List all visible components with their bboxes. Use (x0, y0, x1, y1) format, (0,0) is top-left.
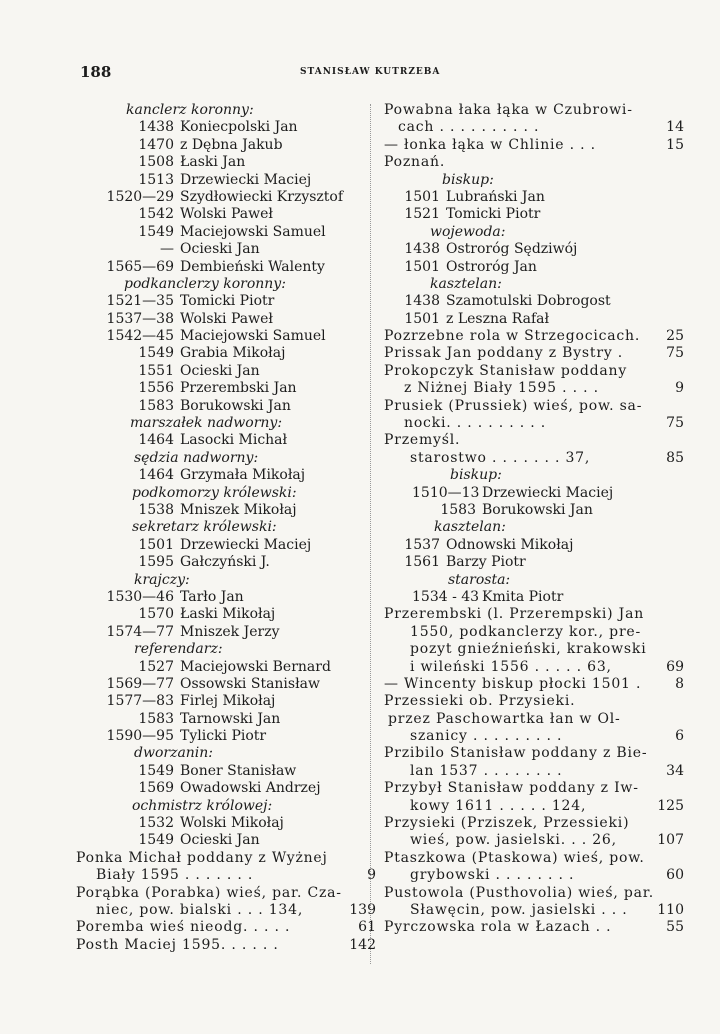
index-text: Pyrczowska rola w Łazach . . (384, 919, 612, 936)
entry-name: Ocieski Jan (180, 362, 260, 379)
index-line (384, 137, 684, 154)
entry-name: Firlej Mikołaj (180, 693, 276, 710)
office-entry (76, 311, 376, 328)
page-ref: 75 (666, 345, 684, 362)
index-text: cach . . . . . . . . . . (398, 119, 540, 136)
index-text: nocki. . . . . . . . . . (404, 415, 547, 432)
entry-year: 1501 (404, 310, 440, 327)
entry-name: Koniecpolski Jan (180, 119, 298, 136)
entry-year: 1464 (138, 432, 174, 449)
entry-year: 1513 (138, 171, 174, 188)
office-entry (76, 119, 376, 136)
office-entry (384, 189, 684, 206)
index-line (384, 798, 684, 815)
index-line (384, 728, 684, 745)
entry-year: 1464 (138, 467, 174, 484)
office-entry (76, 380, 376, 397)
office-heading: biskup: (450, 467, 502, 484)
office-heading: biskup: (442, 171, 494, 188)
entry-year: 1583 (440, 501, 476, 518)
index-line (384, 606, 684, 623)
office-entry (76, 728, 376, 745)
entry-name: Boner Stanisław (180, 762, 297, 779)
page-ref: 9 (675, 380, 684, 397)
index-line (384, 763, 684, 780)
page-ref: 9 (367, 867, 376, 884)
page-ref: 139 (349, 901, 376, 918)
entry-year: 1520—29 (106, 188, 174, 205)
entry-name: Lubrański Jan (446, 188, 545, 205)
index-line (384, 832, 684, 849)
page-ref: 107 (657, 832, 684, 849)
right-column (384, 102, 684, 937)
entry-year: 1532 (138, 815, 174, 832)
office-heading: podkanclerzy koronny: (124, 275, 286, 292)
index-text: pozyt gnieźnieński, krakowski (410, 641, 647, 658)
office-entry (384, 554, 684, 571)
index-line (384, 363, 684, 380)
entry-year: 1438 (404, 293, 440, 310)
entry-year: 1577—83 (106, 693, 174, 710)
index-text: grybowski . . . . . . . . (410, 867, 575, 884)
entry-name: Barzy Piotr (446, 554, 526, 571)
index-line (76, 885, 376, 902)
office-entry (384, 311, 684, 328)
index-line (384, 450, 684, 467)
entry-name: Maciejowski Samuel (180, 223, 326, 240)
entry-name: Owadowski Andrzej (180, 780, 321, 797)
entry-name: Drzewiecki Maciej (180, 171, 312, 188)
office-entry (76, 154, 376, 171)
left-column (76, 102, 376, 954)
index-text: Porąbka (Porabka) wieś, par. Cza- (76, 884, 342, 901)
entry-name: Łaski Mikołaj (180, 606, 276, 623)
entry-name: Wolski Mikołaj (180, 815, 284, 832)
office-entry (76, 363, 376, 380)
office-heading: sędzia nadworny: (134, 449, 259, 466)
entry-name: Tomicki Piotr (446, 206, 541, 223)
index-text: starostwo . . . . . . . 37, (410, 449, 591, 466)
entry-name: Maciejowski Samuel (180, 328, 326, 345)
office-heading: ochmistrz królowej: (132, 797, 273, 814)
office-entry (76, 537, 376, 554)
office-entry (384, 485, 684, 502)
page-ref: 34 (666, 762, 684, 779)
page-ref: 14 (666, 119, 684, 136)
index-text: Biały 1595 . . . . . . . (96, 867, 254, 884)
index-line (384, 415, 684, 432)
office-heading: kasztelan: (430, 275, 502, 292)
index-line (384, 745, 684, 762)
entry-year: 1537—38 (106, 310, 174, 327)
office-entry (76, 815, 376, 832)
entry-name: Przerembski Jan (180, 380, 297, 397)
entry-year: 1521—35 (106, 293, 174, 310)
index-line (76, 902, 376, 919)
office-entry (76, 172, 376, 189)
office-entry (384, 502, 684, 519)
index-line (384, 902, 684, 919)
index-line (384, 815, 684, 832)
office-entry (76, 137, 376, 154)
office-heading: kasztelan: (434, 519, 506, 536)
index-line (76, 850, 376, 867)
index-text: Poznań. (384, 154, 446, 171)
entry-name: Ossowski Stanisław (180, 675, 320, 692)
office-heading: referendarz: (134, 641, 223, 658)
index-text: Sławęcin, pow. jasielski . . . (410, 901, 628, 918)
page-ref: 15 (666, 136, 684, 153)
page-ref: 8 (675, 675, 684, 692)
index-text: Prusiek (Prussiek) wieś, pow. sa- (384, 397, 643, 414)
index-line (384, 432, 684, 449)
entry-year: 1470 (138, 136, 174, 153)
index-text: Prokopczyk Stanisław poddany (384, 362, 628, 379)
office-heading: wojewoda: (430, 223, 506, 240)
entry-name: Borukowski Jan (482, 501, 593, 518)
index-text: Przerembski (l. Przerempski) Jan (384, 606, 645, 623)
entry-year: 1530—46 (106, 588, 174, 605)
office-entry (76, 589, 376, 606)
office-entry (76, 328, 376, 345)
page-ref: 25 (666, 328, 684, 345)
entry-name: Łaski Jan (180, 154, 246, 171)
page-ref: 55 (666, 919, 684, 936)
office-entry (76, 832, 376, 849)
page-ref: 142 (349, 936, 376, 953)
index-line (384, 102, 684, 119)
office-entry (76, 206, 376, 223)
entry-name: Ostroróg Jan (446, 258, 537, 275)
entry-name: Odnowski Mikołaj (446, 536, 574, 553)
index-line (384, 780, 684, 797)
page-ref: 125 (657, 797, 684, 814)
entry-year: 1438 (138, 119, 174, 136)
index-text: i wileński 1556 . . . . . 63, (410, 658, 612, 675)
index-line (384, 328, 684, 345)
office-entry (76, 502, 376, 519)
office-heading: starosta: (448, 571, 511, 588)
office-entry (76, 398, 376, 415)
entry-year: 1549 (138, 762, 174, 779)
index-text: — łonka łąka w Chlinie . . . (384, 136, 596, 153)
page-ref: 69 (666, 658, 684, 675)
office-entry (76, 241, 376, 258)
page-ref: 6 (675, 728, 684, 745)
index-line (76, 867, 376, 884)
entry-name: z Dębna Jakub (180, 136, 283, 153)
index-line (76, 937, 376, 954)
index-text: Przessieki ob. Przysieki. (384, 693, 576, 710)
office-entry (76, 711, 376, 728)
office-heading: dworzanin: (134, 745, 214, 762)
office-heading: kanclerz koronny: (126, 102, 254, 118)
index-line (384, 624, 684, 641)
office-entry (384, 241, 684, 258)
index-text: — Wincenty biskup płocki 1501 . (384, 675, 642, 692)
page-ref: 85 (666, 449, 684, 466)
entry-year: 1590—95 (106, 728, 174, 745)
page-ref: 60 (666, 867, 684, 884)
office-entry (76, 659, 376, 676)
index-line (384, 885, 684, 902)
entry-name: Szydłowiecki Krzysztof (180, 188, 344, 205)
entry-name: Wolski Paweł (180, 206, 273, 223)
entry-name: Kmita Piotr (482, 588, 564, 605)
index-text: Powabna łaka łąka w Czubrowi- (384, 102, 633, 118)
entry-name: Tylicki Piotr (180, 728, 267, 745)
index-text: Pustowola (Pusthovolia) wieś, par. (384, 884, 655, 901)
entry-year: 1501 (138, 536, 174, 553)
entry-name: Drzewiecki Maciej (482, 484, 614, 501)
entry-year: 1542 (138, 206, 174, 223)
office-entry (76, 345, 376, 362)
office-entry (76, 189, 376, 206)
office-heading: krajczy: (134, 571, 190, 588)
index-line (384, 693, 684, 710)
index-text: Przysieki (Prziszek, Przessieki) (384, 815, 630, 832)
index-text: lan 1537 . . . . . . . . (410, 762, 563, 779)
entry-name: Gałczyński J. (180, 554, 270, 571)
entry-name: Tomicki Piotr (180, 293, 275, 310)
index-line (384, 676, 684, 693)
entry-year: 1583 (138, 397, 174, 414)
running-title: STANISŁAW KUTRZEBA (300, 67, 441, 77)
office-entry (76, 676, 376, 693)
entry-name: Mniszek Mikołaj (180, 501, 297, 518)
index-text: Prissak Jan poddany z Bystry . (384, 345, 624, 362)
page-ref: 75 (666, 415, 684, 432)
index-text: niec, pow. bialski . . . 134, (96, 901, 304, 918)
index-text: przez Paschowartka łan w Ol- (388, 710, 621, 727)
index-line (384, 919, 684, 936)
office-entry (76, 554, 376, 571)
entry-year: 1565—69 (106, 258, 174, 275)
page-ref: 110 (657, 901, 684, 918)
office-entry (384, 206, 684, 223)
entry-year: 1583 (138, 710, 174, 727)
entry-year: 1574—77 (106, 623, 174, 640)
entry-year: 1510—13 (412, 484, 480, 501)
office-entry (76, 624, 376, 641)
office-entry (384, 537, 684, 554)
entry-name: Grabia Mikołaj (180, 345, 286, 362)
office-heading: podkomorzy królewski: (132, 484, 297, 501)
page-number: 188 (80, 63, 112, 81)
entry-name: Lasocki Michał (180, 432, 288, 449)
entry-year: 1549 (138, 832, 174, 849)
office-entry (76, 467, 376, 484)
office-entry (384, 259, 684, 276)
office-entry (76, 763, 376, 780)
index-text: 1550, podkanclerzy kor., pre- (410, 623, 642, 640)
entry-year: 1527 (138, 658, 174, 675)
office-entry (384, 293, 684, 310)
index-text: wieś, pow. jasielski. . . 26, (410, 832, 617, 849)
index-line (384, 345, 684, 362)
index-line (76, 919, 376, 936)
index-line (384, 659, 684, 676)
index-text: Poremba wieś nieodg. . . . . (76, 919, 291, 936)
office-entry (76, 259, 376, 276)
index-text: Przybył Stanisław poddany z Iw- (384, 780, 639, 797)
entry-year: 1438 (404, 241, 440, 258)
entry-name: Tarnowski Jan (180, 710, 281, 727)
office-entry (76, 432, 376, 449)
index-text: Ponka Michał poddany z Wyżnej (76, 849, 328, 866)
office-entry (76, 606, 376, 623)
index-line (384, 850, 684, 867)
entry-name: Drzewiecki Maciej (180, 536, 312, 553)
entry-year: 1569—77 (106, 675, 174, 692)
entry-year: 1501 (404, 258, 440, 275)
office-heading: marszałek nadworny: (130, 415, 283, 432)
index-text: szanicy . . . . . . . . . (410, 728, 563, 745)
office-heading: sekretarz królewski: (132, 519, 277, 536)
index-text: z Niżnej Biały 1595 . . . . (404, 380, 599, 397)
entry-name: Szamotulski Dobrogost (446, 293, 611, 310)
office-entry (76, 224, 376, 241)
entry-name: Grzymała Mikołaj (180, 467, 306, 484)
entry-name: Wolski Paweł (180, 310, 273, 327)
entry-name: Borukowski Jan (180, 397, 291, 414)
entry-name: Ocieski Jan (180, 241, 260, 258)
office-entry (76, 693, 376, 710)
index-line (384, 398, 684, 415)
entry-year: 1538 (138, 501, 174, 518)
entry-year: 1501 (404, 188, 440, 205)
index-text: Posth Maciej 1595. . . . . . (76, 936, 279, 953)
entry-name: Tarło Jan (180, 588, 244, 605)
entry-year: 1549 (138, 345, 174, 362)
entry-year: 1508 (138, 154, 174, 171)
entry-year: 1521 (404, 206, 440, 223)
entry-year: 1570 (138, 606, 174, 623)
entry-year: 1595 (138, 554, 174, 571)
entry-year: 1549 (138, 223, 174, 240)
entry-year: 1551 (138, 362, 174, 379)
index-line (384, 119, 684, 136)
entry-name: Ostroróg Sędziwój (446, 241, 578, 258)
entry-year: 1561 (404, 554, 440, 571)
entry-name: Maciejowski Bernard (180, 658, 331, 675)
index-text: Ptaszkowa (Ptaskowa) wieś, pow. (384, 849, 645, 866)
office-entry (384, 589, 684, 606)
entry-year: 1534 - 43 (412, 588, 480, 605)
index-line (384, 154, 684, 171)
office-entry (76, 780, 376, 797)
entry-year: 1537 (404, 536, 440, 553)
index-line (384, 641, 684, 658)
index-line (384, 380, 684, 397)
index-line (384, 867, 684, 884)
entry-name: Dembieński Walenty (180, 258, 325, 275)
entry-year: — (160, 241, 174, 258)
entry-year: 1542—45 (106, 328, 174, 345)
office-entry (76, 293, 376, 310)
entry-year: 1556 (138, 380, 174, 397)
entry-name: Mniszek Jerzy (180, 623, 280, 640)
index-text: Przemyśl. (384, 432, 461, 449)
index-text: kowy 1611 . . . . . 124, (410, 797, 587, 814)
entry-name: Ocieski Jan (180, 832, 260, 849)
index-text: Pozrzebne rola w Strzegocicach. (384, 328, 641, 345)
page-ref: 61 (358, 919, 376, 936)
entry-year: 1569 (138, 780, 174, 797)
index-text: Przibilo Stanisław poddany z Bie- (384, 745, 648, 762)
entry-name: z Leszna Rafał (446, 310, 550, 327)
index-line (384, 711, 684, 728)
